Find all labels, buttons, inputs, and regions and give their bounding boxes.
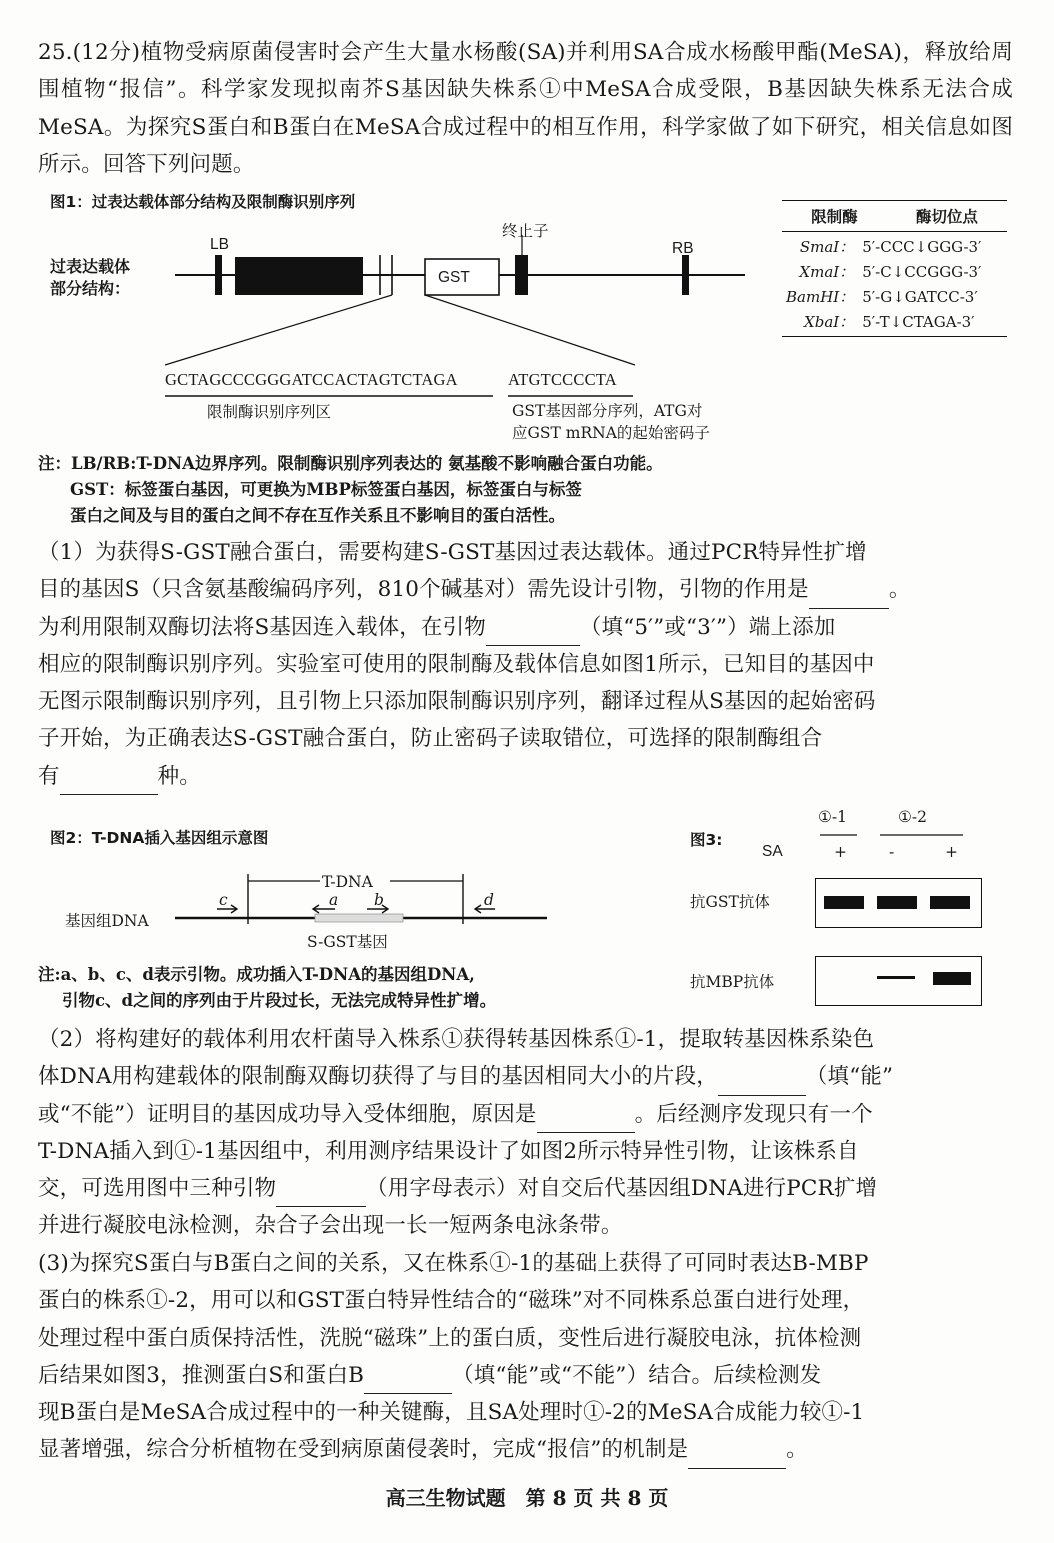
- fig1-note: 注：LB/RB:T-DNA边界序列。限制酶识别序列表达的 氨基酸不影响融合蛋白功能。 GST：标签蛋白基因，可更换为MBP标签蛋白基因，标签蛋白与标签 蛋白之间及与目的蛋白之间不存在互作关系且不影响目的蛋白活性。: [38, 454, 663, 525]
- primer-d: d: [484, 891, 494, 909]
- fig2-note: 注:a、b、c、d表示引物。成功插入T-DNA的基因组DNA, 引物c、d之间的序列由于片段过长，无法完成特异性扩增。: [38, 965, 497, 1010]
- treatment-2: -: [889, 843, 895, 861]
- primer-a: a: [329, 891, 339, 909]
- fig2-title: 图2：T-DNA插入基因组示意图: [50, 829, 269, 847]
- site-header: 酶切位点: [915, 207, 978, 226]
- tdna-label: T-DNA: [322, 873, 373, 891]
- answer-blank[interactable]: [60, 772, 158, 796]
- question-3: (3)为探究S蛋白与B蛋白之间的关系，又在株系①-1的基础上获得了可同时表达B-MBP 蛋白的株系①-2，用可以和GST蛋白特异性结合的“磁珠”对不同株系总蛋白进行处理， 处理过程中蛋白质保持活性，洗脱“磁珠”上的蛋白质，变性后进行凝胶电泳，抗体检测 后结果如图3，推测蛋白S和蛋白B （填“能”或“不能”）结合。后续检测发 现B蛋白是MeSA合成过程中的一种关键酶，且SA处理时①-2的MeSA合成能力较①-1 显著增强，综合分析植物在受到病原菌侵袭时，完成“报信”的机制是 。: [38, 1245, 1018, 1469]
- enzyme-table: [782, 200, 1007, 337]
- anti-mbp-label: 抗MBP抗体: [690, 973, 775, 991]
- answer-blank[interactable]: [364, 1371, 452, 1395]
- enzyme-row: XmaⅠ： 5′-C↓CCGGG-3′: [799, 262, 982, 281]
- answer-blank[interactable]: [537, 1109, 635, 1133]
- gst-label: GST: [438, 269, 470, 286]
- site-region-label: 限制酶识别序列区: [207, 403, 332, 421]
- enzyme-header: 限制酶: [811, 207, 858, 226]
- genome-dna-label: 基因组DNA: [65, 912, 149, 930]
- answer-blank[interactable]: [688, 1445, 786, 1469]
- gel-band: [877, 976, 915, 979]
- vector-structure-label: 过表达载体 部分结构：: [50, 257, 131, 298]
- terminator-label: 终止子: [502, 222, 549, 240]
- answer-blank[interactable]: [486, 622, 580, 646]
- mbp-blot: [815, 956, 982, 1006]
- answer-blank[interactable]: [809, 585, 889, 609]
- primer-c: c: [219, 891, 228, 909]
- treatment-1: +: [834, 843, 847, 861]
- enzyme-row: BamHⅠ： 5′-G↓GATCC-3′: [786, 287, 978, 306]
- site-sequence: GCTAGCCCGGGATCCACTAGTCTAGA: [165, 370, 458, 389]
- gel-band: [877, 896, 917, 909]
- group-lines: [815, 832, 975, 840]
- terminator-bar: [515, 255, 528, 295]
- enzyme-row: SmaⅠ： 5′-CCC↓GGG-3′: [799, 237, 982, 256]
- anti-gst-label: 抗GST抗体: [690, 893, 770, 911]
- lb-bar: [215, 255, 222, 295]
- page-footer: 高三生物试题 第 8 页 共 8 页: [385, 1486, 669, 1510]
- rb-label: RB: [672, 240, 694, 257]
- vector-diagram: [160, 215, 760, 395]
- fig1-title: 图1：过表达载体部分结构及限制酶识别序列: [50, 193, 356, 211]
- gel-band: [933, 972, 971, 985]
- gst-blot: [815, 878, 982, 928]
- group-2-label: ①-2: [898, 808, 927, 826]
- s-gst-gene-label: S-GST基因: [307, 933, 388, 951]
- sa-label: SA: [762, 843, 783, 860]
- fig3-title: 图3:: [690, 831, 723, 849]
- question-intro: 25.(12分)植物受病原菌侵害时会产生大量水杨酸(SA)并利用SA合成水杨酸甲酯(MeSA)，释放给周围植物“报信”。科学家发现拟南芥S基因缺失株系①中MeSA合成受限，B基因缺失株系无法合成MeSA。为探究S蛋白和B蛋白在MeSA合成过程中的相互作用，科学家做了如下研究，相关信息如图所示。回答下列问题。: [38, 40, 1013, 177]
- gel-band: [930, 896, 970, 909]
- question-1: （1）为获得S-GST融合蛋白，需要构建S-GST基因过表达载体。通过PCR特异性扩增 目的基因S（只含氨基酸编码序列，810个碱基对）需先设计引物，引物的作用是 。 为利用限制双酶切法将S基因连入载体，在引物 （填“5′”或“3′”）端上添加 相应的限制酶识别序列。实验室可使用的限制酶及载体信息如图1所示，已知目的基因中 无图示限制酶识别序列，且引物上只添加限制酶识别序列，翻译过程从S基因的起始密码 子开始，为正确表达S-GST融合蛋白，防止密码子读取错位，可选择的限制酶组合 有 种。: [38, 534, 1018, 795]
- answer-blank[interactable]: [276, 1184, 366, 1208]
- primer-b: b: [374, 891, 384, 909]
- lb-label: LB: [210, 236, 229, 253]
- question-2: （2）将构建好的载体利用农杆菌导入株系①获得转基因株系①-1，提取转基因株系染色 体DNA用构建载体的限制酶双酶切获得了与目的基因相同大小的片段， （填“能” 或“不能”）证明目的基因成功导入受体细胞，原因是 。后经测序发现只有一个 T-DNA插入到①-1基因组中，利用测序结果设计了如图2所示特异性引物，让该株系自 交，可选用图中三种引物 （用字母表示）对自交后代基因组DNA进行PCR扩增 并进行凝胶电泳检测，杂合子会出现一长一短两条电泳条带。: [38, 1027, 894, 1239]
- group-1-label: ①-1: [818, 808, 847, 826]
- gst-seq-label: GST基因部分序列，ATG对 应GST mRNA的起始密码子: [512, 402, 710, 442]
- gst-sequence: ATGTCCCCTA: [508, 370, 617, 389]
- treatment-3: +: [945, 843, 958, 861]
- gel-band: [824, 896, 864, 909]
- answer-blank[interactable]: [718, 1072, 806, 1096]
- enzyme-row: XbaⅠ： 5′-T↓CTAGA-3′: [804, 312, 975, 331]
- rb-bar: [682, 255, 689, 295]
- black-block: [235, 257, 363, 295]
